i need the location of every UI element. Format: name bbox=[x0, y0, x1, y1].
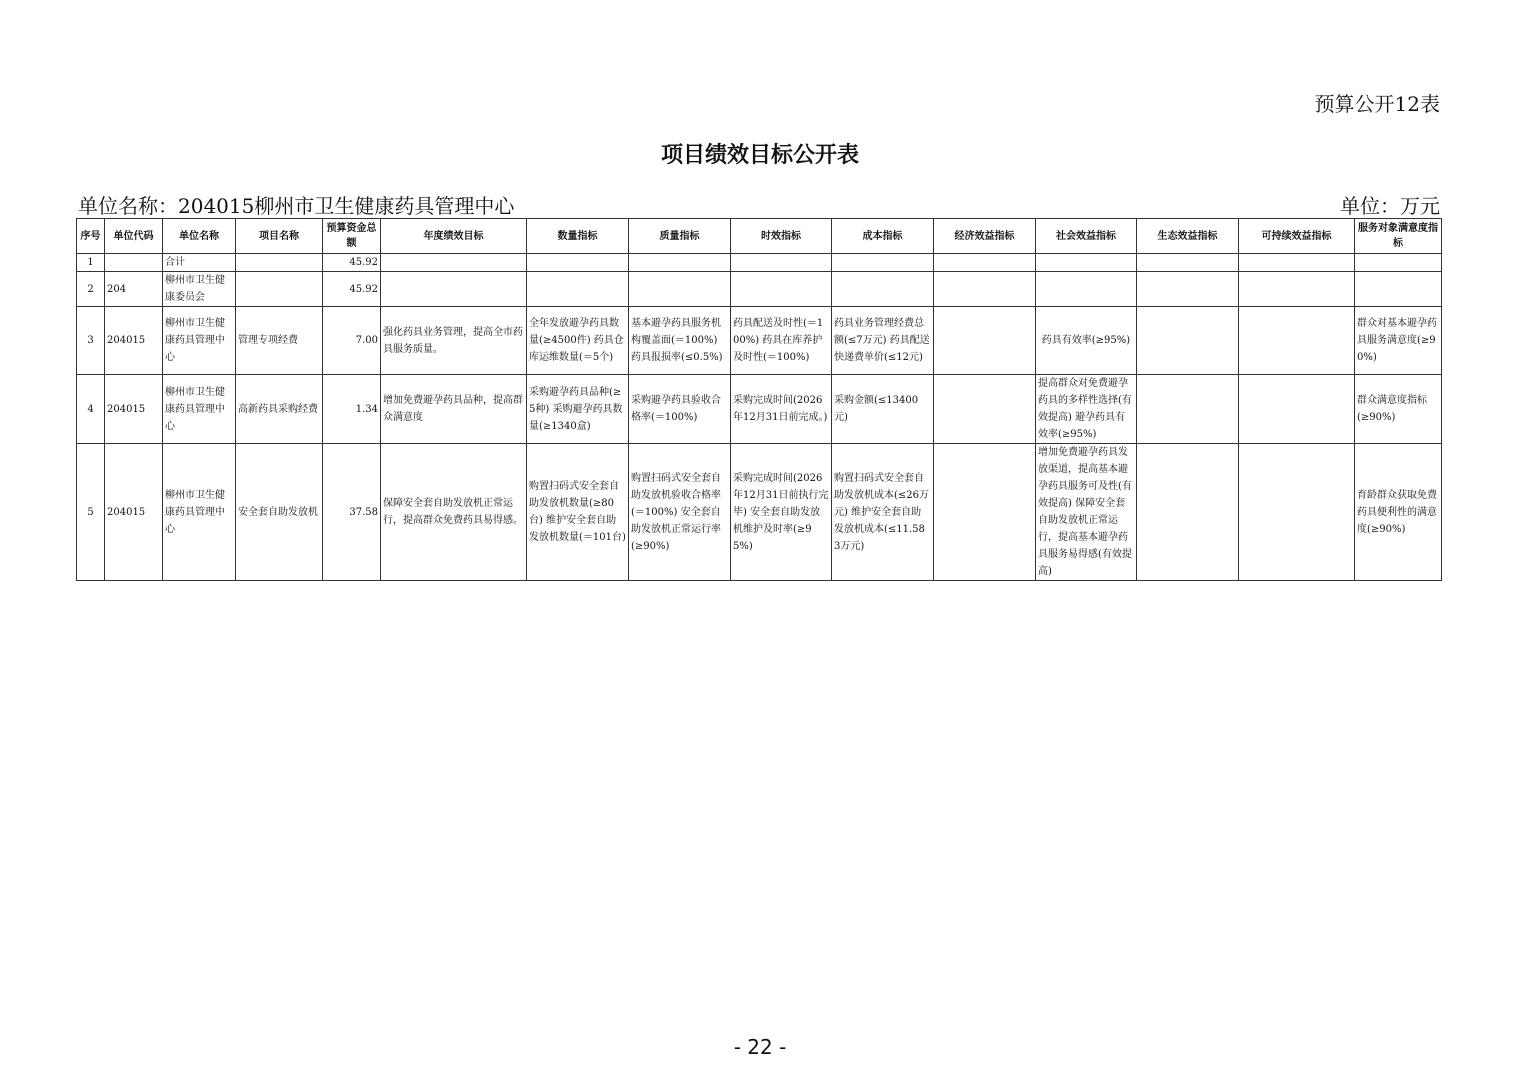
performance-table bbox=[76, 218, 1442, 581]
cell-social: 药具有效率(≥95%) bbox=[1036, 307, 1137, 375]
cell-code: 204015 bbox=[105, 444, 163, 581]
table-row bbox=[77, 375, 1442, 444]
currency-unit: 单位：万元 bbox=[1340, 194, 1440, 218]
cell-sustainable bbox=[1239, 254, 1355, 272]
col-amount: 预算资金总额 bbox=[323, 219, 381, 254]
cell-economic bbox=[934, 375, 1036, 444]
cell-seq: 5 bbox=[77, 444, 105, 581]
cell-code bbox=[105, 254, 163, 272]
cell-sustainable bbox=[1239, 444, 1355, 581]
col-timeliness: 时效指标 bbox=[731, 219, 832, 254]
cell-cost: 购置扫码式安全套自助发放机成本(≤26万元) 维护安全套自助发放机成本(≤11.583万元) bbox=[832, 444, 934, 581]
cell-social: 提高群众对免费避孕药具的多样性选择(有效提高) 避孕药具有效率(≥95%) bbox=[1036, 375, 1137, 444]
cell-amount: 45.92 bbox=[323, 254, 381, 272]
cell-unit: 合计 bbox=[163, 254, 236, 272]
cell-quantity: 购置扫码式安全套自助发放机数量(≥80台) 维护安全套自助发放机数量(＝101台) bbox=[527, 444, 629, 581]
cell-quantity bbox=[527, 254, 629, 272]
cell-ecological bbox=[1137, 272, 1239, 307]
cell-ecological bbox=[1137, 307, 1239, 375]
cell-cost bbox=[832, 254, 934, 272]
cell-quality bbox=[629, 254, 731, 272]
col-cost: 成本指标 bbox=[832, 219, 934, 254]
cell-goal: 增加免费避孕药具品种，提高群众满意度 bbox=[381, 375, 527, 444]
cell-quality: 购置扫码式安全套自助发放机验收合格率(＝100%) 安全套自助发放机正常运行率(≥90%) bbox=[629, 444, 731, 581]
cell-sustainable bbox=[1239, 307, 1355, 375]
cell-economic bbox=[934, 254, 1036, 272]
cell-satisfaction bbox=[1355, 254, 1442, 272]
cell-quantity bbox=[527, 272, 629, 307]
cell-quantity: 全年发放避孕药具数量(≥4500件) 药具仓库运维数量(＝5个) bbox=[527, 307, 629, 375]
table-row bbox=[77, 307, 1442, 375]
cell-ecological bbox=[1137, 254, 1239, 272]
table-row bbox=[77, 254, 1442, 272]
col-social: 社会效益指标 bbox=[1036, 219, 1137, 254]
cell-sustainable bbox=[1239, 272, 1355, 307]
cell-code: 204015 bbox=[105, 307, 163, 375]
cell-quantity: 采购避孕药具品种(≥5种) 采购避孕药具数量(≥1340盒) bbox=[527, 375, 629, 444]
cell-seq: 1 bbox=[77, 254, 105, 272]
header-row bbox=[77, 219, 1442, 254]
cell-satisfaction: 群众对基本避孕药具服务满意度(≥90%) bbox=[1355, 307, 1442, 375]
table-row bbox=[77, 272, 1442, 307]
col-economic: 经济效益指标 bbox=[934, 219, 1036, 254]
cell-sustainable bbox=[1239, 375, 1355, 444]
cell-cost: 采购金额(≤13400元) bbox=[832, 375, 934, 444]
cell-quality: 采购避孕药具验收合格率(＝100%) bbox=[629, 375, 731, 444]
cell-ecological bbox=[1137, 375, 1239, 444]
cell-amount: 1.34 bbox=[323, 375, 381, 444]
cell-cost: 药具业务管理经费总额(≤7万元) 药具配送快递费单价(≤12元) bbox=[832, 307, 934, 375]
cell-cost bbox=[832, 272, 934, 307]
cell-economic bbox=[934, 272, 1036, 307]
col-project: 项目名称 bbox=[236, 219, 323, 254]
cell-seq: 2 bbox=[77, 272, 105, 307]
col-quantity: 数量指标 bbox=[527, 219, 629, 254]
col-satisfaction: 服务对象满意度指标 bbox=[1355, 219, 1442, 254]
col-quality: 质量指标 bbox=[629, 219, 731, 254]
cell-code: 204015 bbox=[105, 375, 163, 444]
col-sustainable: 可持续效益指标 bbox=[1239, 219, 1355, 254]
col-goal: 年度绩效目标 bbox=[381, 219, 527, 254]
cell-seq: 4 bbox=[77, 375, 105, 444]
cell-timeliness bbox=[731, 272, 832, 307]
cell-goal bbox=[381, 254, 527, 272]
cell-satisfaction bbox=[1355, 272, 1442, 307]
cell-goal: 保障安全套自助发放机正常运行，提高群众免费药具易得感。 bbox=[381, 444, 527, 581]
cell-satisfaction: 育龄群众获取免费药具便利性的满意度(≥90%) bbox=[1355, 444, 1442, 581]
cell-amount: 7.00 bbox=[323, 307, 381, 375]
table-row bbox=[77, 444, 1442, 581]
cell-project: 高新药具采购经费 bbox=[236, 375, 323, 444]
cell-timeliness: 采购完成时间(2026年12月31日前执行完毕) 安全套自助发放机维护及时率(≥95%) bbox=[731, 444, 832, 581]
cell-project: 管理专项经费 bbox=[236, 307, 323, 375]
col-seq: 序号 bbox=[77, 219, 105, 254]
cell-unit: 柳州市卫生健康药具管理中心 bbox=[163, 444, 236, 581]
cell-unit: 柳州市卫生健康药具管理中心 bbox=[163, 375, 236, 444]
cell-goal bbox=[381, 272, 527, 307]
cell-code: 204 bbox=[105, 272, 163, 307]
cell-timeliness: 采购完成时间(2026年12月31日前完成。) bbox=[731, 375, 832, 444]
col-code: 单位代码 bbox=[105, 219, 163, 254]
cell-quality bbox=[629, 272, 731, 307]
cell-unit: 柳州市卫生健康药具管理中心 bbox=[163, 307, 236, 375]
cell-unit: 柳州市卫生健康委员会 bbox=[163, 272, 236, 307]
page-number: - 22 - bbox=[733, 1035, 787, 1059]
cell-project: 安全套自助发放机 bbox=[236, 444, 323, 581]
cell-ecological bbox=[1137, 444, 1239, 581]
table-number: 预算公开12表 bbox=[1314, 92, 1440, 116]
cell-social: 增加免费避孕药具发放渠道，提高基本避孕药具服务可及性(有效提高) 保障安全套自助发放机正常运行，提高基本避孕药具服务易得感(有效提高) bbox=[1036, 444, 1137, 581]
cell-amount: 37.58 bbox=[323, 444, 381, 581]
cell-project bbox=[236, 254, 323, 272]
cell-social bbox=[1036, 272, 1137, 307]
cell-social bbox=[1036, 254, 1137, 272]
cell-quality: 基本避孕药具服务机构覆盖面(＝100%) 药具报损率(≤0.5%) bbox=[629, 307, 731, 375]
unit-name: 单位名称：204015柳州市卫生健康药具管理中心 bbox=[78, 194, 515, 218]
col-ecological: 生态效益指标 bbox=[1137, 219, 1239, 254]
cell-goal: 强化药具业务管理，提高全市药具服务质量。 bbox=[381, 307, 527, 375]
document-title: 项目绩效目标公开表 bbox=[660, 143, 859, 168]
cell-satisfaction: 群众满意度指标(≥90%) bbox=[1355, 375, 1442, 444]
col-unit: 单位名称 bbox=[163, 219, 236, 254]
cell-economic bbox=[934, 307, 1036, 375]
cell-seq: 3 bbox=[77, 307, 105, 375]
cell-timeliness bbox=[731, 254, 832, 272]
cell-timeliness: 药具配送及时性(＝100%) 药具在库养护及时性(＝100%) bbox=[731, 307, 832, 375]
cell-economic bbox=[934, 444, 1036, 581]
cell-amount: 45.92 bbox=[323, 272, 381, 307]
cell-project bbox=[236, 272, 323, 307]
